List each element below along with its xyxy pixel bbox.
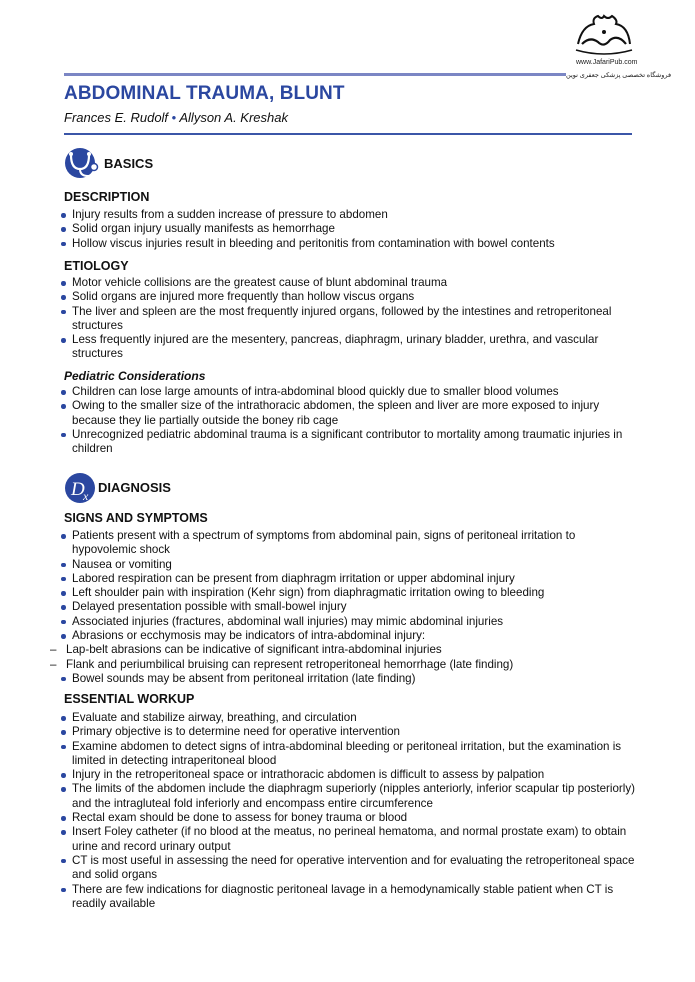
list-item: Delayed presentation possible with small-bowel injury xyxy=(58,600,638,614)
list-item: The liver and spleen are the most frequently injured organs, followed by the intestines and retroperitoneal structures xyxy=(58,305,638,334)
page-title: ABDOMINAL TRAUMA, BLUNT xyxy=(64,83,345,104)
list-subitem: – Flank and periumbilical bruising can represent retroperitoneal hemorrhage (late finding) xyxy=(50,658,638,672)
logo-caption: فروشگاه تخصصی پزشکی جعفری نوین xyxy=(566,72,672,79)
list-item: Hollow viscus injuries result in bleeding and peritonitis from contamination with bowel contents xyxy=(58,237,638,251)
list-item: Labored respiration can be present from diaphragm irritation or upper abdominal injury xyxy=(58,572,638,586)
author-second: Allyson A. Kreshak xyxy=(179,110,288,125)
logo-url: www.JafariPub.com xyxy=(576,59,638,66)
pediatric-list xyxy=(58,385,638,456)
author-first: Frances E. Rudolf xyxy=(64,110,169,125)
workup-heading: ESSENTIAL WORKUP xyxy=(64,692,195,706)
etiology-heading: ETIOLOGY xyxy=(64,259,129,273)
description-list xyxy=(58,208,638,251)
list-item: Left shoulder pain with inspiration (Kehr sign) from diaphragmatic irritation owing to bleeding xyxy=(58,586,638,600)
basics-heading: BASICS xyxy=(104,156,154,171)
list-item: Patients present with a spectrum of symptoms from abdominal pain, signs of peritoneal irritation to hypovolemic shock xyxy=(58,529,638,558)
description-heading: DESCRIPTION xyxy=(64,190,150,204)
etiology-list xyxy=(58,276,638,362)
publisher-logo-icon xyxy=(572,14,636,58)
list-item: Less frequently injured are the mesentery, pancreas, diaphragm, urinary bladder, urethra, and vascular structures xyxy=(58,333,638,362)
svg-text:D: D xyxy=(71,479,85,500)
pediatric-heading: Pediatric Considerations xyxy=(64,369,206,383)
basics-stethoscope-icon xyxy=(62,145,100,181)
list-item: Solid organs are injured more frequently than hollow viscus organs xyxy=(58,290,638,304)
list-item: Abrasions or ecchymosis may be indicators of intra-abdominal injury: xyxy=(58,629,638,643)
list-item: Children can lose large amounts of intra-abdominal blood quickly due to smaller blood volumes xyxy=(58,385,638,399)
list-item: CT is most useful in assessing the need for operative intervention and for evaluating the retroperitoneal space and solid organs xyxy=(58,854,638,883)
diagnosis-heading: DIAGNOSIS xyxy=(98,480,171,495)
list-item: Primary objective is to determine need for operative intervention xyxy=(58,725,638,739)
list-item: Nausea or vomiting xyxy=(58,558,638,572)
list-item: There are few indications for diagnostic peritoneal lavage in a hemodynamically stable patient when CT is readily available xyxy=(58,883,638,912)
list-item: The limits of the abdomen include the diaphragm superiorly (nipples anteriorly, inferior scapular tip posteriorly) and the intragluteal fold inferiorly and encompass entire circumference xyxy=(58,782,638,811)
diagnosis-dx-icon xyxy=(62,470,100,506)
list-item: Rectal exam should be done to assess for boney trauma or blood xyxy=(58,811,638,825)
list-subitem: – Lap-belt abrasions can be indicative of significant intra-abdominal injuries xyxy=(50,643,638,657)
authors xyxy=(64,110,288,125)
list-item: Evaluate and stabilize airway, breathing, and circulation xyxy=(58,711,638,725)
author-separator: • xyxy=(171,110,177,125)
list-item: Bowel sounds may be absent from peritoneal irritation (late finding) xyxy=(58,672,638,686)
list-item: Solid organ injury usually manifests as hemorrhage xyxy=(58,222,638,236)
bottom-rule xyxy=(64,133,632,135)
list-item: Insert Foley catheter (if no blood at the meatus, no perineal hematoma, and normal prostate exam) to obtain urine and record urinary output xyxy=(58,825,638,854)
list-item: Owing to the smaller size of the intrathoracic abdomen, the spleen and liver are more exposed to injury because they lie partially outside the boney rib cage xyxy=(58,399,638,428)
list-item: Unrecognized pediatric abdominal trauma is a significant contributor to mortality among traumatic injuries in children xyxy=(58,428,638,457)
list-item: Associated injuries (fractures, abdominal wall injuries) may mimic abdominal injuries xyxy=(58,615,638,629)
list-item: Motor vehicle collisions are the greatest cause of blunt abdominal trauma xyxy=(58,276,638,290)
signs-list xyxy=(58,529,638,686)
list-item: Injury results from a sudden increase of pressure to abdomen xyxy=(58,208,638,222)
svg-text:x: x xyxy=(83,489,89,503)
signs-heading: SIGNS AND SYMPTOMS xyxy=(64,511,208,525)
workup-list xyxy=(58,711,638,911)
top-rule xyxy=(64,73,566,76)
list-item: Examine abdomen to detect signs of intra-abdominal bleeding or peritoneal irritation, but the examination is limited in detecting intraperitoneal blood xyxy=(58,740,638,769)
list-item: Injury in the retroperitoneal space or intrathoracic abdomen is difficult to assess by palpation xyxy=(58,768,638,782)
